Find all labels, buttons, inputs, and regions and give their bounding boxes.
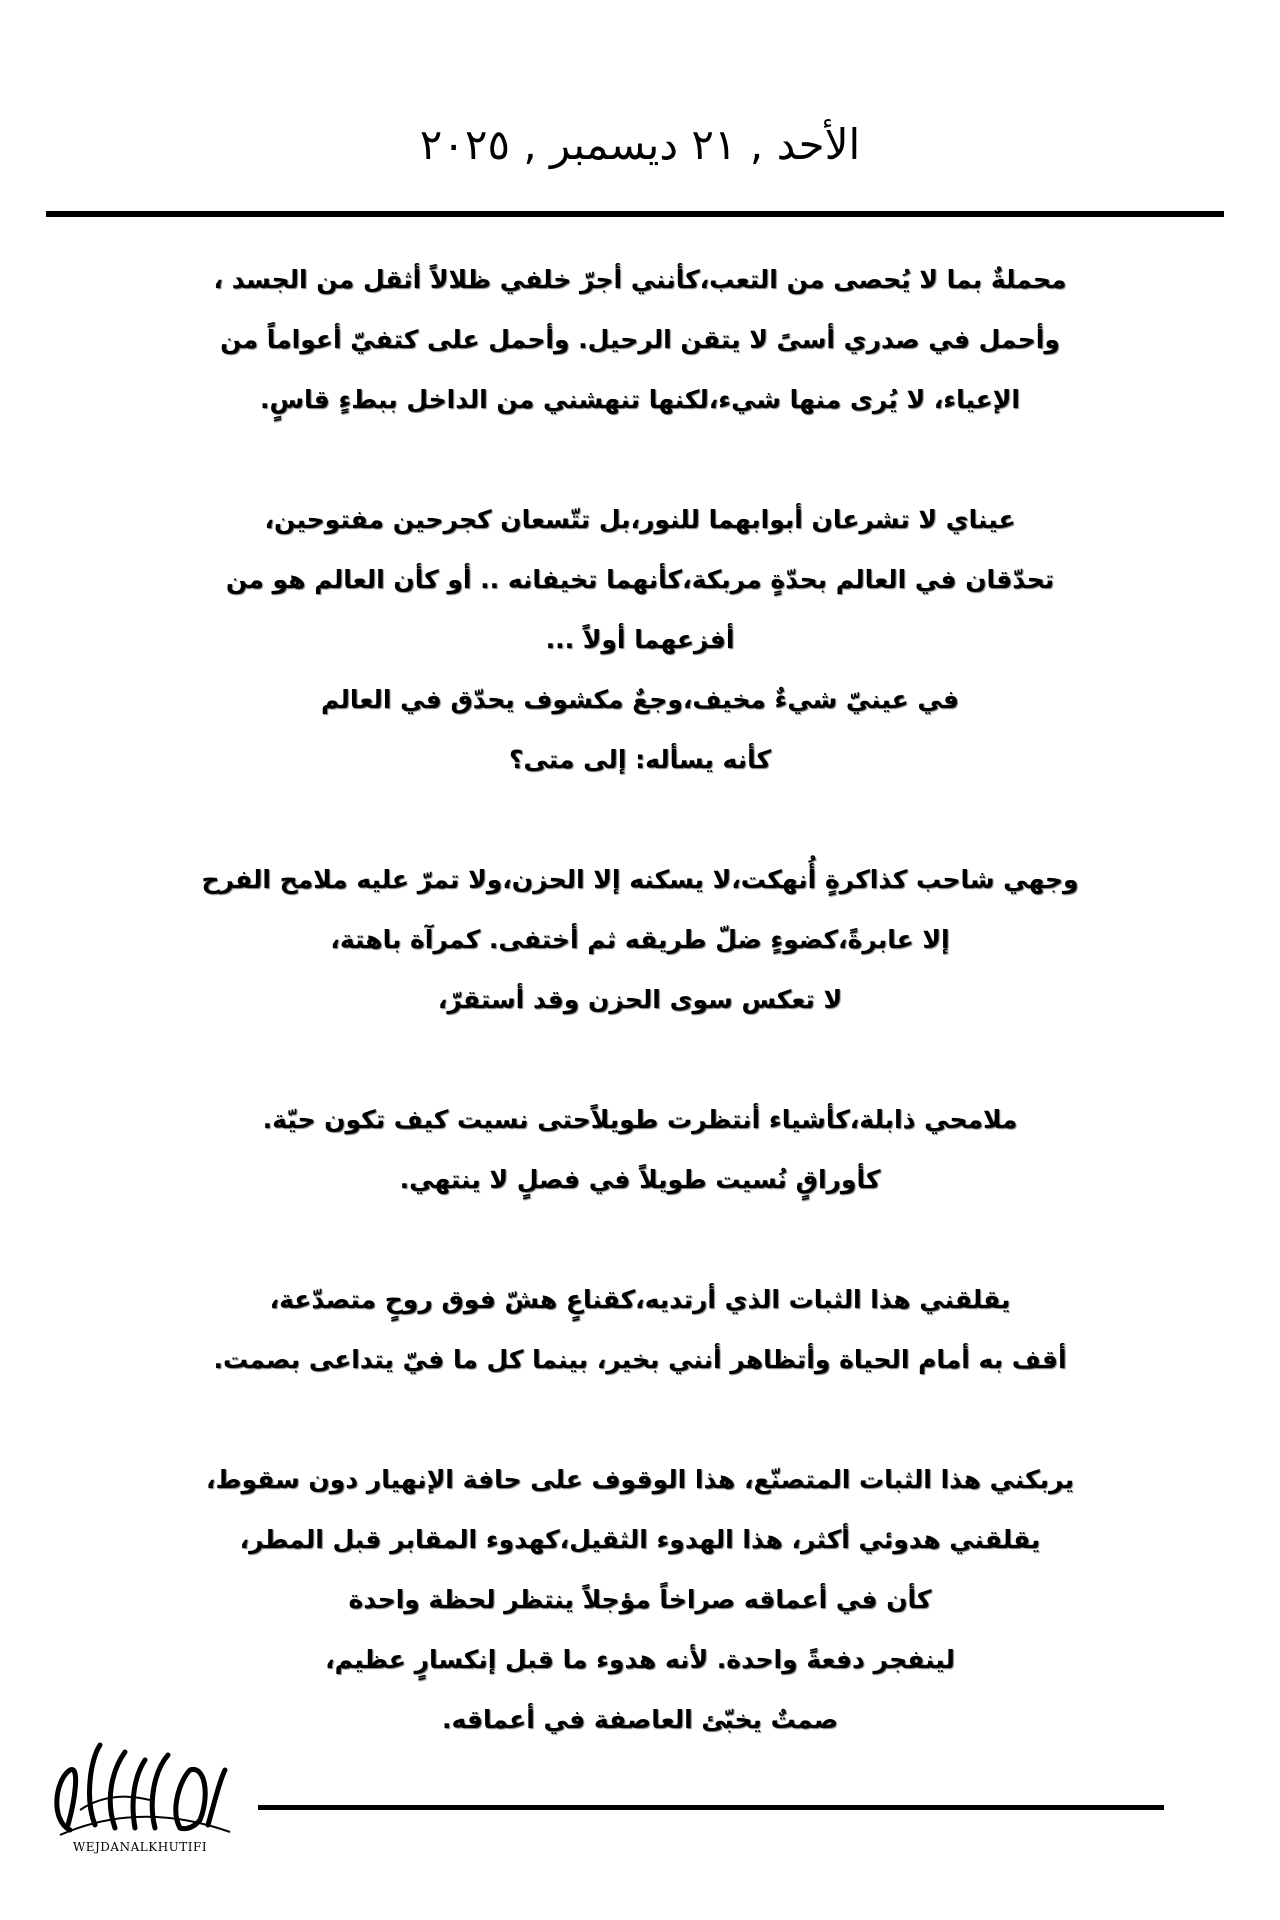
text-line: وجهي شاحب كذاكرةٍ أُنهكت،لا يسكنه إلا الحزن،ولا تمرّ عليه ملامح الفرح — [201, 865, 1079, 894]
bottom-divider — [258, 1805, 1164, 1810]
top-divider — [46, 211, 1224, 217]
paragraph — [110, 250, 1170, 430]
paragraph — [110, 1270, 1170, 1390]
text-line: كأنه يسأله: إلى متى؟ — [508, 745, 772, 774]
signature-logo — [40, 1740, 240, 1870]
paragraph — [110, 490, 1170, 790]
paragraph — [110, 850, 1170, 1030]
text-line: وأحمل في صدري أسىً لا يتقن الرحيل. وأحمل على كتفيّ أعواماً من — [220, 325, 1060, 354]
text-line: إلا عابرةً،كضوءٍ ضلّ طريقه ثم أختفى. كمرآة باهتة، — [330, 925, 950, 954]
text-line: في عينيّ شيءٌ مخيف،وجعٌ مكشوف يحدّق في العالم — [320, 685, 960, 714]
text-line: صمتٌ يخبّئ العاصفة في أعماقه. — [442, 1705, 838, 1734]
text-line: أفزعهما أولاً ... — [545, 625, 735, 654]
text-line: عيناي لا تشرعان أبوابهما للنور،بل تتّسعان كجرحين مفتوحين، — [264, 505, 1016, 534]
calligraphy-signature-icon — [40, 1740, 240, 1840]
text-line: يقلقني هدوئي أكثر، هذا الهدوء الثقيل،كهدوء المقابر قبل المطر، — [239, 1525, 1041, 1554]
text-line: كأوراقٍ نُسيت طويلاً في فصلٍ لا ينتهي. — [399, 1165, 881, 1194]
paragraph — [110, 1450, 1170, 1750]
signature-latin: WEJDANALKHUTIFI — [72, 1840, 208, 1854]
text-line: الإعياء، لا يُرى منها شيء،لكنها تنهشني من الداخل ببطءٍ قاسٍ. — [260, 385, 1020, 414]
text-line: كأن في أعماقه صراخاً مؤجلاً ينتظر لحظة واحدة — [348, 1585, 932, 1614]
paragraph — [110, 1090, 1170, 1210]
text-line: يقلقني هذا الثبات الذي أرتديه،كقناعٍ هشّ فوق روحٍ متصدّعة، — [269, 1285, 1011, 1314]
text-line: لا تعكس سوى الحزن وقد أستقرّ، — [437, 985, 843, 1014]
text-line: ملامحي ذابلة،كأشياء أنتظرت طويلاًحتى نسيت كيف تكون حيّة. — [262, 1105, 1018, 1134]
text-line: أقف به أمام الحياة وأتظاهر أنني بخير، بينما كل ما فيّ يتداعى بصمت. — [213, 1345, 1067, 1374]
text-line: يربكني هذا الثبات المتصنّع، هذا الوقوف على حافة الإنهيار دون سقوط، — [205, 1465, 1074, 1494]
poem-body — [110, 250, 1170, 1810]
text-line: تحدّقان في العالم بحدّةٍ مربكة،كأنهما تخيفانه .. أو كأن العالم هو من — [225, 565, 1055, 594]
date-title: الأحد , ٢١ ديسمبر , ٢٠٢٥ — [419, 120, 861, 169]
text-line: محملةٌ بما لا يُحصى من التعب،كأنني أجرّ خلفي ظلالاً أثقل من الجسد ، — [213, 265, 1067, 294]
text-line: لينفجر دفعةً واحدة. لأنه هدوء ما قبل إنكسارٍ عظيم، — [325, 1645, 955, 1674]
